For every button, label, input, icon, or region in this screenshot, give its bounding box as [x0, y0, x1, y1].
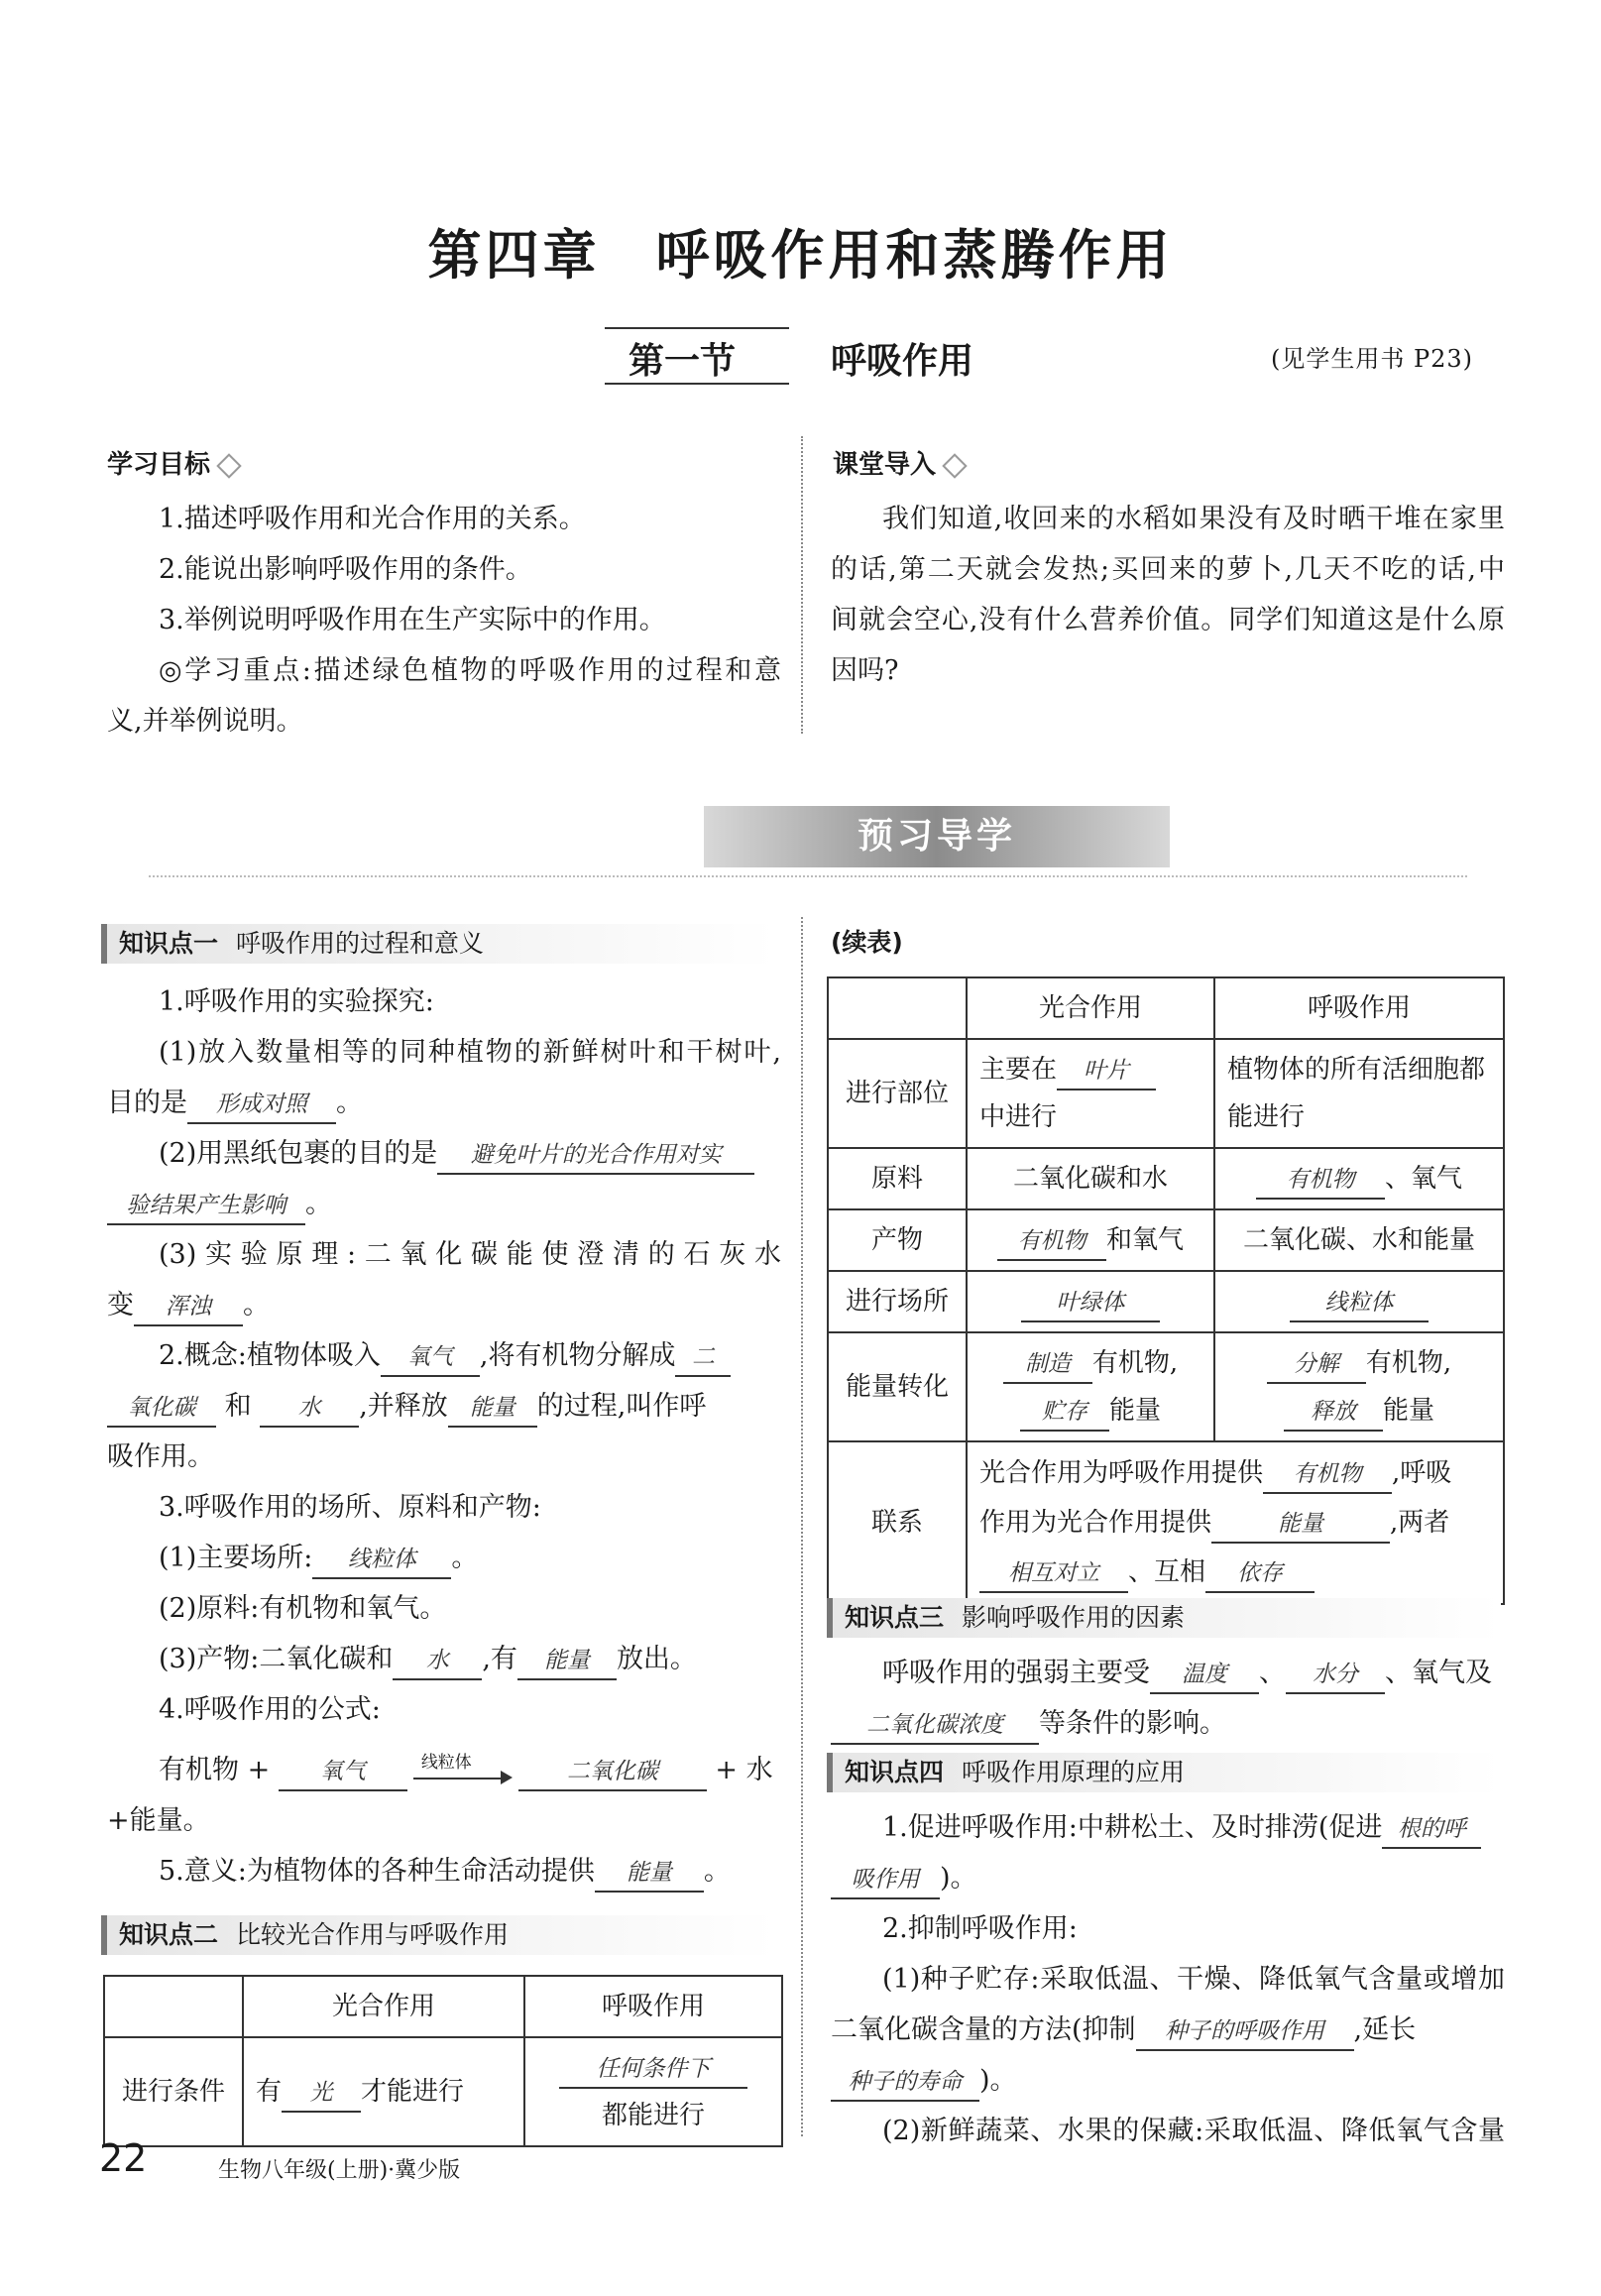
- objective-focus: ◎学习重点:描述绿色植物的呼吸作用的过程和意: [159, 655, 781, 686]
- answer-blank: 吸作用: [831, 1862, 940, 1899]
- answer-blank: 温度: [1150, 1657, 1259, 1694]
- chapter-title: 第四章 呼吸作用和蒸腾作用: [427, 224, 1174, 287]
- answer-blank: 氧气: [381, 1339, 480, 1377]
- answer-blank: 形成对照: [187, 1087, 336, 1124]
- respiration-formula: 有机物 + 氧气 线粒体 二氧化碳 + 水: [107, 1745, 781, 1795]
- intro-paragraph: 我们知道,收回来的水稻如果没有及时晒干堆在家里 的话,第二天就会发热;买回来的萝卜,几天不吃的话,中 间就会空心,没有什么营养价值。同学们知道这是什么原 因吗?: [831, 504, 1505, 686]
- section-title: 呼吸作用: [831, 341, 974, 382]
- kp4-heading: 知识点四 呼吸作用原理的应用: [827, 1753, 1501, 1792]
- table-row: 联系 光合作用为呼吸作用提供 有机物 ,呼吸 作用为光合作用提供 能量 ,两者 相互对立 、互相 依存: [828, 1441, 1504, 1604]
- column-divider: [801, 917, 803, 2136]
- table-row: 原料 二氧化碳和水 有机物 、氧气: [828, 1148, 1504, 1209]
- objective-focus-cont: 义,并举例说明。: [107, 706, 303, 737]
- kp4-body: 1.促进呼吸作用:中耕松土、及时排涝(促进 根的呼 吸作用 )。 2.抑制呼吸作用: (1)种子贮存:采取低温、干燥、降低氧气含量或增加 二氧化碳含量的方法(抑制 种子的呼吸作用 ,延长 种子的寿命 )。 (2)新鲜蔬菜、水果的保藏:采取低温、降低氧气含量: [831, 1812, 1505, 2146]
- table-header: 呼吸作用: [524, 1976, 782, 2037]
- book-title: 生物八年级(上册)·冀少版: [218, 2158, 461, 2183]
- answer-blank: 贮存: [1020, 1394, 1109, 1432]
- section-header: [605, 327, 1021, 385]
- answer-blank: 氧气: [279, 1754, 407, 1791]
- answer-blank: 二氧化碳: [518, 1754, 707, 1791]
- answer-blank: 释放: [1284, 1394, 1383, 1432]
- comparison-table-continued: [827, 976, 1505, 1605]
- table-row: 进行场所 叶绿体 线粒体: [828, 1271, 1504, 1332]
- answer-blank: 二: [675, 1339, 731, 1377]
- answer-blank: 种子的寿命: [831, 2064, 979, 2102]
- answer-blank: 制造: [1003, 1346, 1092, 1384]
- table-row: 产物 有机物 和氧气 二氧化碳、水和能量: [828, 1209, 1504, 1271]
- answer-blank: 能量: [595, 1855, 704, 1893]
- answer-blank: 依存: [1205, 1555, 1315, 1593]
- objective-item: 1.描述呼吸作用和光合作用的关系。: [159, 504, 586, 534]
- answer-blank: 分解: [1267, 1346, 1366, 1384]
- objective-item: 2.能说出影响呼吸作用的条件。: [159, 554, 532, 585]
- continued-label: (续表): [831, 928, 903, 957]
- reaction-arrow: 线粒体: [413, 1754, 513, 1789]
- objectives-list: [107, 494, 781, 746]
- answer-blank: 水: [260, 1390, 359, 1428]
- answer-blank: 水分: [1286, 1657, 1385, 1694]
- answer-blank: 能量: [1211, 1506, 1390, 1544]
- answer-blank: 种子的呼吸作用: [1136, 2013, 1354, 2051]
- answer-blank: 水: [393, 1643, 482, 1680]
- answer-blank: 氧化碳: [107, 1390, 216, 1428]
- answer-blank: 避免叶片的光合作用对实: [437, 1137, 754, 1175]
- page-number: 22: [99, 2136, 148, 2180]
- banner-label: 预习导学: [704, 806, 1170, 867]
- student-book-reference: (见学生用书 P23): [1271, 345, 1474, 373]
- preview-banner: [149, 806, 1467, 865]
- answer-blank: 相互对立: [979, 1555, 1128, 1593]
- kp1-body: 1.呼吸作用的实验探究: (1)放入数量相等的同种植物的新鲜树叶和干树叶, 目的是 形成对照 。 (2)用黑纸包裹的目的是 避免叶片的光合作用对实 验结果产生影响 。 (3)实验原理:二氧化碳能使澄清的石灰水 变 浑浊 。 2.概念:植物体吸入 氧气 ,将有机物分解成 二 氧化碳 和 水 ,并释放 能量 的过程,叫作呼 吸作用。 3.呼吸作用的场所、原料和产物: (1)主要场所: 线粒体 。 (2)原料:有机物和氧气。 (3)产物:二氧化碳和 水 ,有 能量 放出。 4.呼吸作用的公式: 有机物 + 氧气 线粒体 二氧化碳 + 水 +能量。 5.意义:为植物体的各种生命活动提供 能量 。: [107, 976, 781, 1896]
- answer-blank: 有机物: [1263, 1456, 1392, 1494]
- answer-blank: 能量: [448, 1390, 537, 1428]
- answer-blank: 浑浊: [134, 1289, 243, 1326]
- kp3-heading: 知识点三 影响呼吸作用的因素: [827, 1598, 1501, 1638]
- answer-blank: 二氧化碳浓度: [831, 1707, 1039, 1745]
- answer-blank: 有机物: [1256, 1162, 1385, 1200]
- answer-blank: 线粒体: [312, 1542, 451, 1579]
- table-row: 进行条件 有 光 才能进行 任何条件下 都能进行: [104, 2037, 782, 2146]
- kp1-heading: 知识点一 呼吸作用的过程和意义: [101, 924, 775, 964]
- answer-blank: 叶片: [1057, 1053, 1156, 1091]
- answer-blank: 有机物: [997, 1223, 1106, 1261]
- answer-blank: 根的呼: [1382, 1811, 1481, 1849]
- table-header: 呼吸作用: [1214, 977, 1504, 1039]
- answer-blank: 任何条件下: [559, 2051, 747, 2089]
- answer-blank: 能量: [517, 1643, 617, 1680]
- objectives-heading: 学习目标: [107, 444, 238, 481]
- answer-blank: 验结果产生影响: [107, 1188, 305, 1225]
- intro-heading: 课堂导入: [833, 444, 964, 481]
- answer-blank: 光: [282, 2075, 361, 2113]
- table-row: 进行部位 主要在 叶片 中进行 植物体的所有活细胞都能进行: [828, 1039, 1504, 1148]
- table-row: 能量转化 制造 有机物, 贮存 能量 分解 有机物, 释放 能量: [828, 1332, 1504, 1441]
- kp3-body: 呼吸作用的强弱主要受 温度 、 水分 、氧气及 二氧化碳浓度 等条件的影响。: [831, 1648, 1505, 1749]
- answer-blank: 叶绿体: [1021, 1285, 1160, 1322]
- table-header: 光合作用: [967, 977, 1214, 1039]
- diamond-icon: [942, 453, 967, 478]
- objective-item: 3.举例说明呼吸作用在生产实际中的作用。: [159, 605, 666, 635]
- section-number: 第一节: [629, 341, 737, 382]
- answer-blank: 线粒体: [1290, 1285, 1429, 1322]
- column-divider: [801, 436, 803, 734]
- kp2-heading: 知识点二 比较光合作用与呼吸作用: [101, 1915, 775, 1955]
- comparison-table: [103, 1975, 783, 2147]
- diamond-icon: [216, 453, 241, 478]
- table-header: 光合作用: [243, 1976, 524, 2037]
